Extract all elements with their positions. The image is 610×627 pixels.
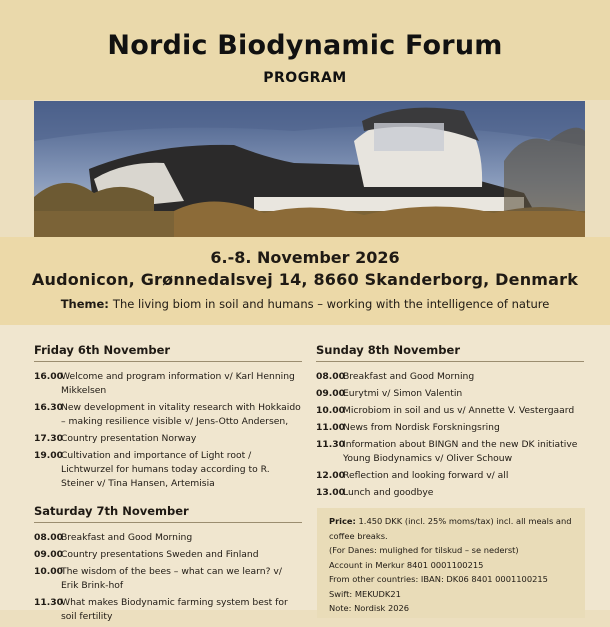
- item-text: The wisdom of the bees – what can we learn? v/ Erik Brink-hof: [61, 566, 282, 591]
- price-text: 1.450 DKK (incl. 25% moms/tax) incl. all meals and coffee breaks.: [329, 516, 572, 541]
- program-section: [0, 325, 610, 622]
- item-time: 08.00: [316, 371, 346, 382]
- item-time: 16.00: [34, 371, 64, 382]
- event-theme: [0, 297, 610, 311]
- program-right-column: [316, 325, 584, 503]
- venue-building-image: [34, 101, 585, 237]
- item-time: 09.00: [316, 388, 346, 399]
- item-text: Lunch and goodbye: [343, 487, 434, 498]
- item-text: Cultivation and importance of Light root / Lichtwurzel for humans today according to R. Steiner v/ Tina Hansen, Artemisia: [61, 450, 270, 489]
- item-text: Microbiom in soil and us v/ Annette V. Vestergaard: [343, 405, 575, 416]
- event-venue: Audonicon, Grønnedalsvej 14, 8660 Skanderborg, Denmark: [31, 270, 579, 289]
- list-item: [316, 438, 584, 466]
- item-time: 17.30: [34, 433, 64, 444]
- list-item: [316, 404, 584, 418]
- list-item: [316, 370, 584, 384]
- price-line: [329, 514, 573, 543]
- list-item: [316, 486, 584, 500]
- list-item: [316, 387, 584, 401]
- item-text: Breakfast and Good Morning: [61, 532, 193, 543]
- price-subsidy-note: (For Danes: mulighed for tilskud – se nederst): [329, 545, 519, 555]
- price-label: Price:: [329, 516, 356, 526]
- list-item: [316, 469, 584, 483]
- item-text: Breakfast and Good Morning: [343, 371, 475, 382]
- item-text: News from Nordisk Forskningsring: [343, 422, 500, 433]
- list-item: [34, 432, 302, 446]
- item-time: 11.30: [34, 597, 64, 608]
- page-subtitle: PROGRAM: [263, 70, 347, 86]
- list-item: [34, 596, 302, 624]
- event-dates: 6.-8. November 2026: [210, 248, 400, 267]
- item-text: Eurytmi v/ Simon Valentin: [343, 388, 463, 399]
- swift-info: Swift: MEKUDK21: [329, 588, 401, 599]
- item-text: Reflection and looking forward v/ all: [343, 470, 509, 481]
- price-box: [317, 508, 585, 618]
- list-item: [34, 370, 302, 398]
- account-info: Account in Merkur 8401 0001100215: [329, 559, 484, 570]
- event-info: [0, 237, 610, 325]
- sunday-list: [316, 370, 584, 500]
- friday-heading: Friday 6th November: [34, 325, 302, 362]
- list-item: [34, 565, 302, 593]
- payment-note: Note: Nordisk 2026: [329, 603, 410, 613]
- item-text: Country presentation Norway: [61, 433, 197, 444]
- item-text: Information about BINGN and the new DK initiative Young Biodynamics v/ Oliver Schouw: [343, 439, 578, 464]
- list-item: [34, 401, 302, 429]
- item-time: 12.00: [316, 470, 346, 481]
- header: [0, 0, 610, 100]
- saturday-heading: Saturday 7th November: [34, 494, 302, 523]
- item-time: 11.00: [316, 422, 346, 433]
- theme-text: The living biom in soil and humans – working with the intelligence of nature: [112, 297, 550, 311]
- item-time: 08.00: [34, 532, 64, 543]
- item-time: 10.00: [316, 405, 346, 416]
- item-time: 11.30: [316, 439, 346, 450]
- item-text: Country presentations Sweden and Finland: [61, 549, 259, 560]
- list-item: [34, 548, 302, 562]
- item-time: 19.00: [34, 450, 64, 461]
- item-time: 13.00: [316, 487, 346, 498]
- item-text: Welcome and program information v/ Karl Henning Mikkelsen: [61, 371, 295, 396]
- item-text: What makes Biodynamic farming system best for soil fertility: [61, 597, 288, 622]
- list-item: [34, 531, 302, 545]
- saturday-list: [34, 531, 302, 624]
- iban-info: From other countries: IBAN: DK06 8401 0001100215: [329, 574, 548, 584]
- list-item: [316, 421, 584, 435]
- item-text: New development in vitality research with Hokkaido – making resilience visible v/ Jens-Otto Andersen,: [61, 402, 301, 427]
- list-item: [34, 449, 302, 491]
- item-time: 10.00: [34, 566, 64, 577]
- page-title: Nordic Biodynamic Forum: [107, 30, 503, 61]
- item-time: 16.30: [34, 402, 64, 413]
- item-time: 09.00: [34, 549, 64, 560]
- sunday-heading: Sunday 8th November: [316, 325, 584, 362]
- friday-list: [34, 370, 302, 491]
- venue-photo: [34, 101, 585, 237]
- program-left-column: [34, 325, 302, 627]
- theme-label: Theme:: [60, 297, 109, 311]
